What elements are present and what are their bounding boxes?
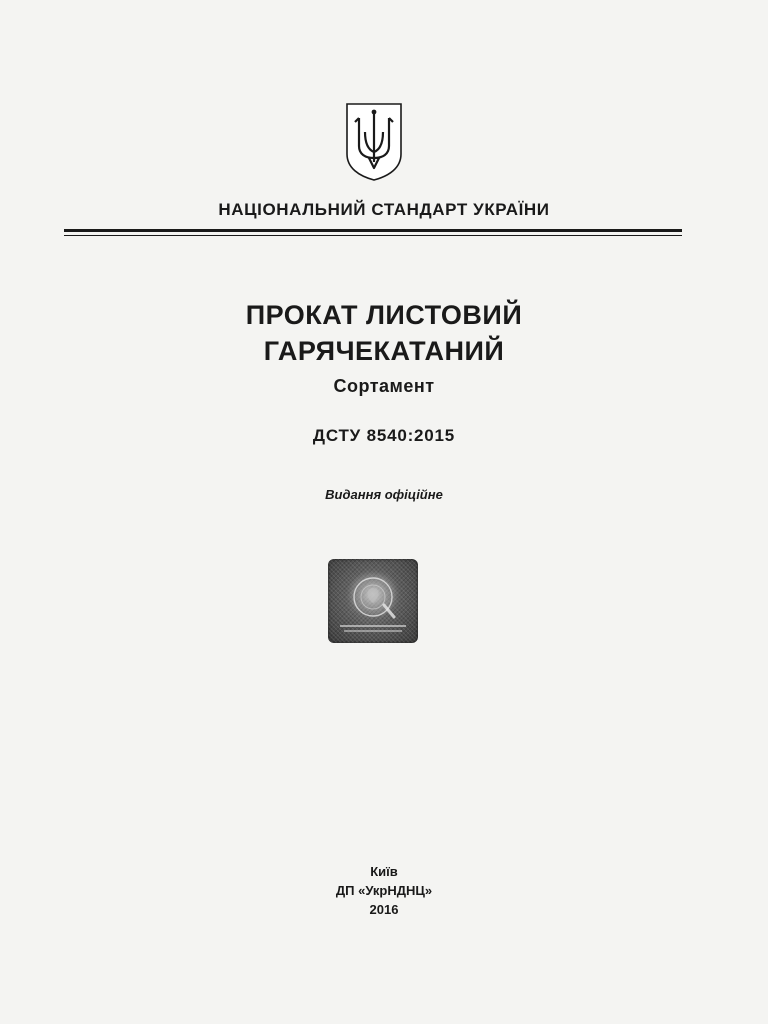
imprint-year: 2016 [369, 902, 399, 917]
imprint-city: Київ [370, 864, 398, 879]
issuing-body-title: НАЦІОНАЛЬНИЙ СТАНДАРТ УКРАЇНИ [218, 200, 550, 219]
document-subtitle: Сортамент [333, 376, 435, 396]
header-divider-thick [64, 229, 682, 232]
document-title-line-1: ПРОКАТ ЛИСТОВИЙ [245, 300, 523, 330]
edition-note: Видання офіційне [325, 487, 443, 502]
trident-emblem-icon [345, 102, 403, 182]
standard-code: ДСТУ 8540:2015 [312, 426, 456, 445]
hologram-seal-icon [328, 559, 418, 643]
document-title-line-2: ГАРЯЧЕКАТАНИЙ [263, 336, 505, 366]
header-divider-thin [64, 235, 682, 236]
imprint-publisher: ДП «УкрНДНЦ» [335, 883, 433, 898]
